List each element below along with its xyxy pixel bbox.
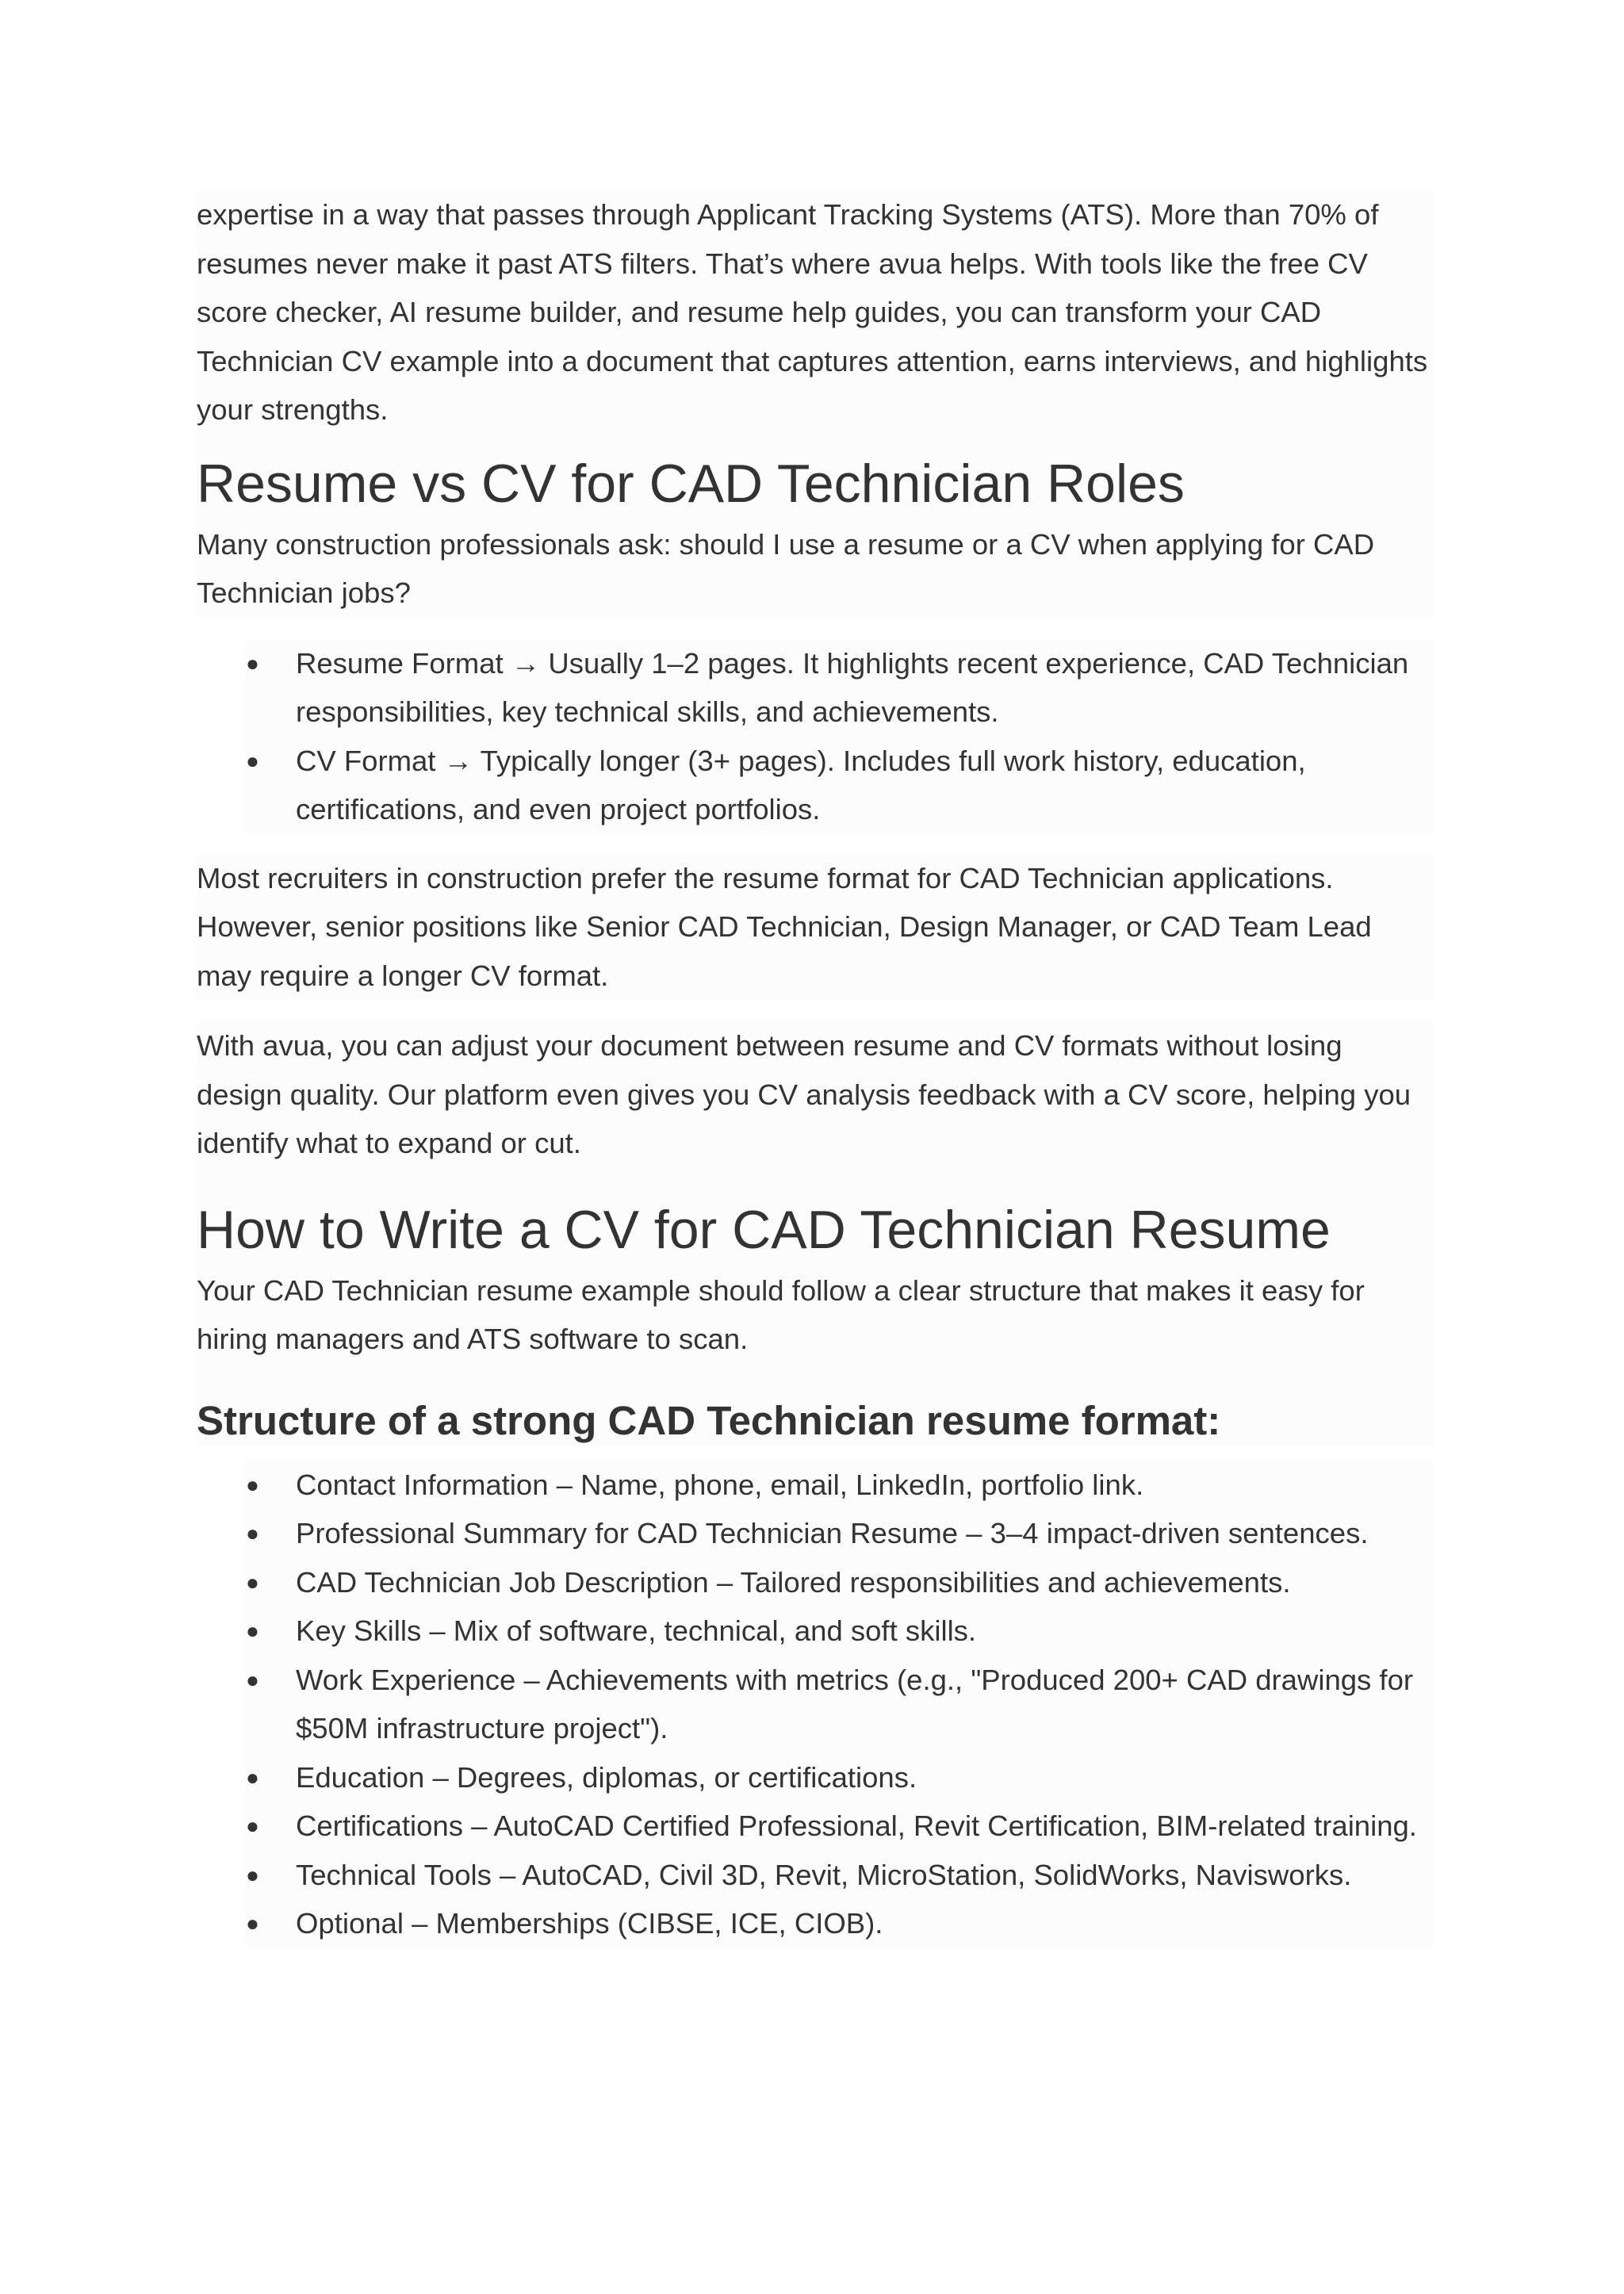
intro-paragraph: expertise in a way that passes through Applicant Tracking Systems (ATS). More than 70% of resumes never make it past ATS filters. That’s where avua helps. With tools like the free CV score checker, AI resume builder, and resume help guides, you can transform your CAD Technician CV example into a document that captures attention, earns interviews, and highlights your strengths. xyxy=(197,198,1428,426)
format-bullet-list-block xyxy=(246,639,1434,834)
list-item xyxy=(197,1461,1434,1510)
list-item xyxy=(197,1802,1434,1851)
list-item xyxy=(197,1607,1434,1656)
section-how-to-write xyxy=(197,1168,1434,1364)
bullet-icon: ● xyxy=(246,748,259,773)
recruiters-paragraph: Most recruiters in construction prefer the resume format for CAD Technician applications. However, senior positions like Senior CAD Technician, Design Manager, or CAD Team Lead may require a longer CV format. xyxy=(197,861,1372,992)
list-item xyxy=(197,737,1434,834)
structure-subheading-block xyxy=(197,1364,1434,1446)
structure-bullet-list-block xyxy=(246,1461,1434,1948)
section-heading-resume-vs-cv: Resume vs CV for CAD Technician Roles xyxy=(197,453,1185,514)
list-item-text: Resume Format → Usually 1–2 pages. It highlights recent experience, CAD Technician responsibilities, key technical skills, and achievements. xyxy=(296,646,1409,728)
section-heading-how-to-write: How to Write a CV for CAD Technician Resume xyxy=(197,1199,1331,1260)
recruiters-paragraph-block xyxy=(197,854,1434,1001)
bullet-icon: ● xyxy=(246,1862,259,1887)
bullet-icon: ● xyxy=(246,1911,259,1936)
list-item-text: Work Experience – Achievements with metrics (e.g., "Produced 200+ CAD drawings for $50M infrastructure project"). xyxy=(296,1663,1414,1744)
section-resume-vs-cv xyxy=(197,435,1434,618)
format-bullet-list xyxy=(197,639,1434,834)
structure-bullet-list xyxy=(197,1461,1434,1948)
list-item-text: Optional – Memberships (CIBSE, ICE, CIOB). xyxy=(296,1907,883,1940)
bullet-icon: ● xyxy=(246,1813,259,1838)
list-item-text: Key Skills – Mix of software, technical, and soft skills. xyxy=(296,1614,977,1647)
list-item-text: Certifications – AutoCAD Certified Professional, Revit Certification, BIM-related training. xyxy=(296,1810,1417,1842)
bullet-icon: ● xyxy=(246,1569,259,1595)
list-item-text: Contact Information – Name, phone, email, LinkedIn, portfolio link. xyxy=(296,1468,1144,1501)
list-item-text: Technical Tools – AutoCAD, Civil 3D, Revit, MicroStation, SolidWorks, Navisworks. xyxy=(296,1858,1352,1891)
avua-paragraph: With avua, you can adjust your document between resume and CV formats without losing design quality. Our platform even gives you CV analysis feedback with a CV score, helping you identify what to expand or cut. xyxy=(197,1029,1411,1159)
section1-lead-paragraph: Many construction professionals ask: should I use a resume or a CV when applying for CAD Technician jobs? xyxy=(197,527,1375,609)
bullet-icon: ● xyxy=(246,1618,259,1643)
list-item-text: Professional Summary for CAD Technician Resume – 3–4 impact-driven sentences. xyxy=(296,1517,1369,1549)
list-item-text: Education – Degrees, diplomas, or certifications. xyxy=(296,1760,917,1794)
document-page xyxy=(197,190,1434,1948)
structure-subheading: Structure of a strong CAD Technician resume format: xyxy=(197,1397,1221,1443)
bullet-icon: ● xyxy=(246,650,259,676)
bullet-icon: ● xyxy=(246,1472,259,1497)
bullet-icon: ● xyxy=(246,1667,259,1692)
list-item-text: CAD Technician Job Description – Tailored responsibilities and achievements. xyxy=(296,1565,1291,1599)
avua-paragraph-block xyxy=(197,1021,1434,1168)
list-item xyxy=(197,1509,1434,1558)
section2-lead-paragraph: Your CAD Technician resume example should follow a clear structure that makes it easy for hiring managers and ATS software to scan. xyxy=(197,1273,1365,1355)
intro-block xyxy=(197,190,1434,435)
bullet-icon: ● xyxy=(246,1521,259,1545)
list-item xyxy=(197,1558,1434,1607)
bullet-icon: ● xyxy=(246,1764,259,1790)
list-item xyxy=(197,1656,1434,1753)
list-item-text: CV Format → Typically longer (3+ pages). Includes full work history, education, certifications, and even project portfolios. xyxy=(296,744,1306,825)
list-item xyxy=(197,1899,1434,1948)
list-item xyxy=(197,1851,1434,1900)
list-item xyxy=(197,1753,1434,1802)
list-item xyxy=(197,639,1434,737)
